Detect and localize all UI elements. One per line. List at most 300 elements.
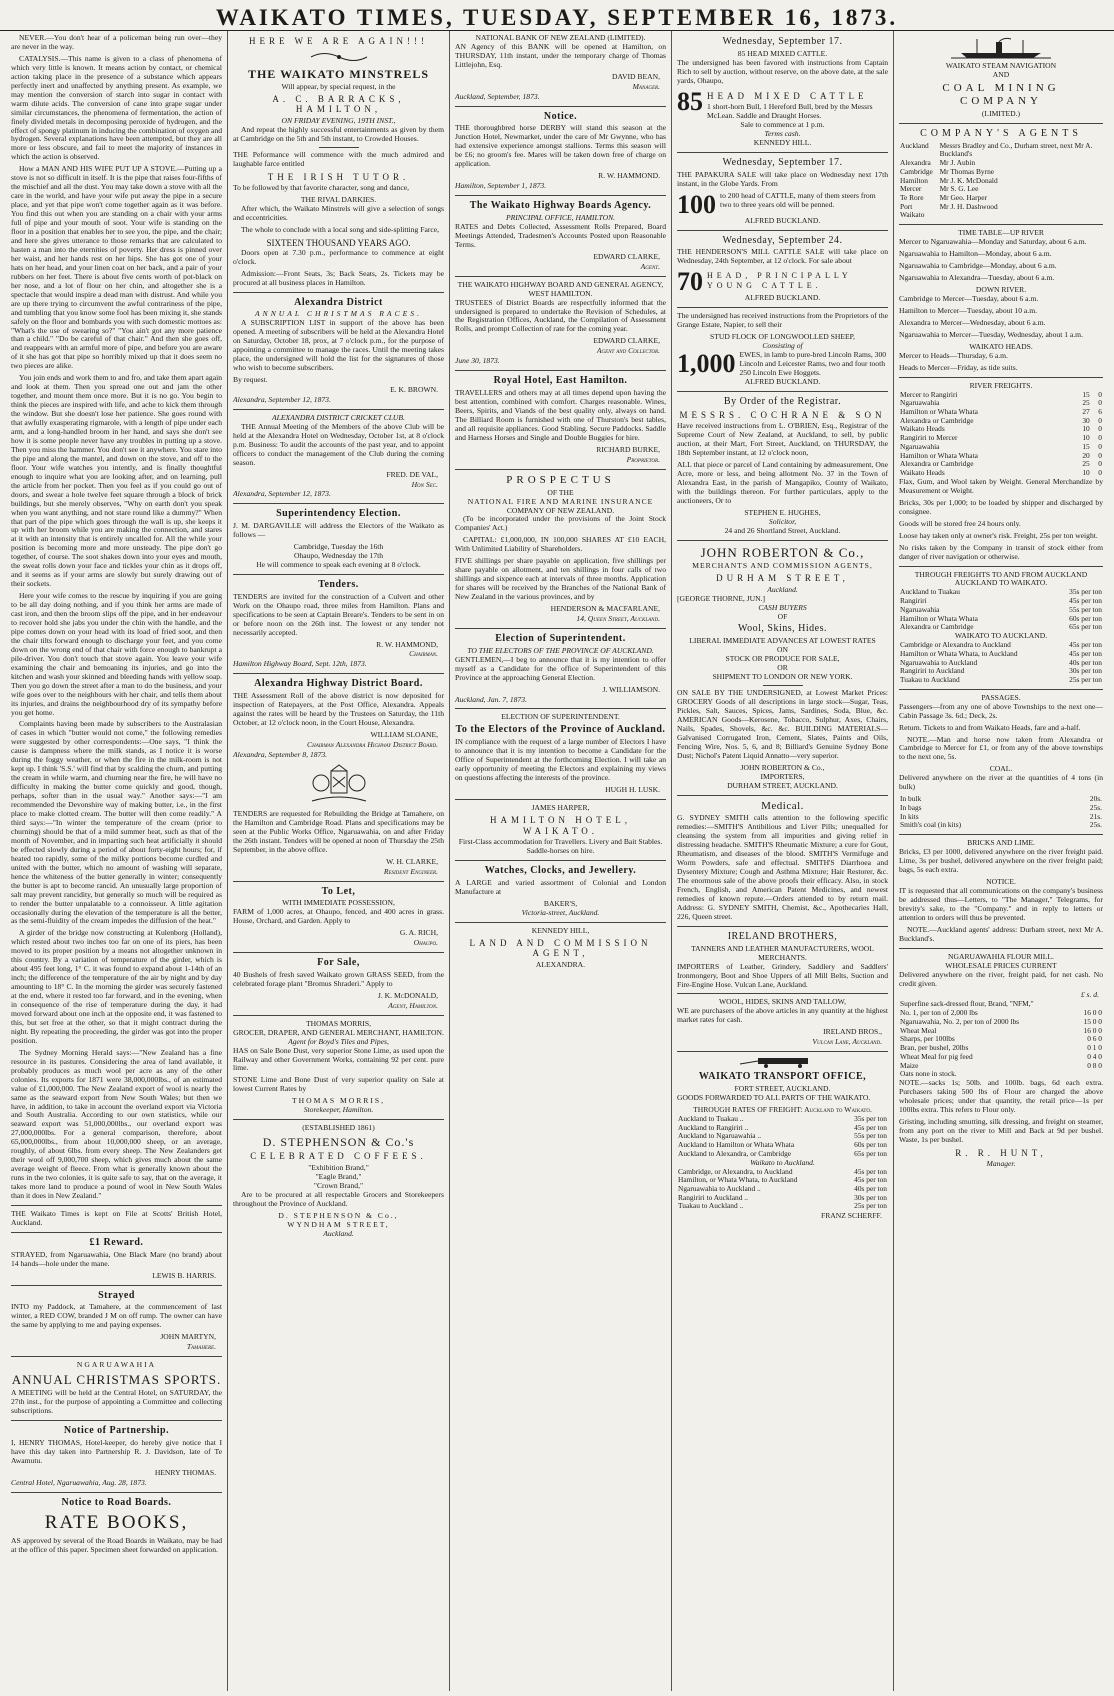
ewes-body: The undersigned has received instructions from the Proprietors of the Grange Estate, Napier, to sell their	[677, 311, 888, 330]
election-superintendent-body: GENTLEMEN,—I beg to announce that it is my intention to offer myself as a Candidate for the office of Superintendent of this Province at the approaching General Election.	[455, 654, 666, 682]
harper-body: First-Class accommodation for Travellers. Livery and Bait Stables. Saddle-horses on hire.	[458, 837, 663, 856]
transport-row-cell: 45s per ton	[854, 1175, 887, 1185]
bank-title: NATIONAL BANK OF NEW ZEALAND (LIMITED).	[475, 33, 646, 42]
through-row-cell: 45s per ton	[1069, 640, 1102, 650]
mill-delivery: Delivered anywhere on the river, freight paid, for net cash. No credit given.	[899, 969, 1103, 988]
ewes-signature: ALFRED BUCKLAND.	[744, 376, 821, 386]
minstrels-perf: THE Peformance will commence with the much admired and laughable farce entitled	[233, 149, 444, 168]
w17-lot-detail: 1 short-horn Bull, 1 Hereford Bull, bred by the Messrs McLean. Saddle and Draught Horses.	[707, 102, 873, 121]
royal-hotel-body: TRAVELLERS and others may at all times depend upon having the best attention, combined with comfort. Charges reasonable. Wines, Beers, Spirits, and Viands of the best quality only, always on hand. The Billiard Room is furnished with one of Thurston's best tables, and all requisite appliances. Good Stabling. Secure Paddocks. Saddle and Harness Horses and Single and Double Buggies for hire.	[455, 388, 666, 442]
morris-role: Storekeeper, Hamilton.	[303, 1105, 374, 1115]
coal-row-cell: 21s.	[1089, 811, 1102, 821]
races-body: A SUBSCRIPTION LIST in support of the above has been opened. A meeting of subscribers will be held at the Alexandra Hotel on Saturday, October 18, prox, at 7 o'clock p.m., for the purpose of appointing a committee to manage the races. Until the meeting takes place, the undersigned will hold the list for the signatures of those who wish to become subscribers.	[233, 318, 444, 373]
w17-time: Sale to commence at 1 p.m.	[740, 120, 825, 130]
through-row-cell: Rangiriri to Auckland	[900, 666, 965, 676]
mill-role: Manager.	[986, 1159, 1016, 1169]
morris-body-1: HAS on Sale Bone Dust, very superior Stone Lime, as used upon the Railway and other Government Works, containing 92 per cent. pure lime.	[233, 1045, 444, 1073]
notice-address-col5: NOTE.—Auckland agents' address: Durham street, next Mr A. Buckland's.	[899, 924, 1103, 943]
transport-rates: THROUGH RATES OF FREIGHT: Auckland to Waikato.	[693, 1104, 872, 1114]
registrar-signature: STEPHEN E. HUGHES,	[744, 507, 821, 517]
minstrels-after: After which, the Waikato Minstrels will give a selection of songs and eccentricities.	[233, 204, 444, 223]
mill-row	[899, 1053, 1103, 1062]
agency-subtitle: PRINCIPAL OFFICE, HAMILTON.	[505, 212, 616, 222]
minstrels-title: THE WAIKATO MINSTRELS	[247, 66, 430, 81]
agent-row	[899, 203, 1103, 220]
roberton-cash-buyers: CASH BUYERS	[758, 602, 807, 612]
mill-row-cell: 0 1 0	[1087, 1043, 1102, 1053]
agent-row	[899, 185, 1103, 194]
timetable-entry: Alexandra to Mercer—Wednesday, about 6 a.m.	[899, 317, 1046, 327]
harper-name: JAMES HARPER,	[531, 802, 590, 812]
royal-hotel-title: Royal Hotel, East Hamilton.	[493, 375, 628, 387]
mill-currency-head: £ s. d.	[1080, 990, 1099, 1000]
freight-row-cell: Ngaruawahia	[900, 398, 940, 408]
timetable-entry: Heads to Mercer—Friday, as tide suits.	[899, 362, 1018, 372]
coal-row	[899, 795, 1103, 804]
mill-row-cell: Maize	[900, 1060, 919, 1070]
through-row-cell: Hamilton or Whata Whata	[900, 613, 978, 623]
roberton-partners: [GEORGE THORNE, JUN.]	[677, 593, 766, 603]
divider	[899, 689, 1103, 690]
divider	[11, 1492, 222, 1493]
through-title: THROUGH FREIGHTS TO AND FROM AUCKLAND	[914, 569, 1088, 579]
general-agency-place: WEST HAMILTON.	[528, 288, 593, 298]
bridge-body: TENDERS are requested for Rebuilding the Bridge at Tamahere, on the Hamilton and Cambridge Road. Plans and specifications may be seen at the Public Works Office, Ngaruawahia, on and after Friday the 26th instant. Tenders will be opened at noon of Thursday the 25th September, in the above office.	[233, 808, 444, 854]
general-agency-signature: EDWARD CLARKE,	[593, 336, 660, 346]
article-paragraph: NEVER.—You don't hear of a policeman being run over—they are never in the way.	[11, 33, 222, 51]
transport-row-cell: Auckland to Hamilton or Whata Whata	[678, 1140, 795, 1150]
divider	[455, 370, 666, 371]
bank-role: Manager.	[632, 81, 660, 91]
alexandra-board-date: Alexandra, September 8, 1873.	[233, 749, 328, 759]
sports-place: NGARUAWAHIA	[76, 1360, 157, 1370]
alexandra-board-role: Chairman Alexandra Highway District Board.	[307, 739, 438, 749]
agent-town: Auckland	[900, 140, 929, 150]
sports-body: A MEETING will be held at the Central Hotel, on SATURDAY, the 27th inst., for the purpose of appointing a Committee and collecting subscriptions.	[11, 1388, 222, 1416]
passages-body: Passengers—from any one of above Townships to the next one—Cabin Passage 3s. 6d.; Deck, 2s.	[899, 701, 1103, 720]
cricket-body: THE Annual Meeting of the Members of the above Club will be held at the Alexandra Hotel on Wednesday, October 1st, at 8 o'clock p.m. Business: To audit the accounts of the past year, and to appoint officers to conduct the management of the Club during the coming season.	[233, 421, 444, 467]
passages-title: PASSAGES.	[981, 692, 1021, 702]
transport-row-cell: Auckland to Alexandra, or Cambridge	[678, 1148, 792, 1158]
partnership-place: Central Hotel, Ngaruawahia, Aug. 28, 1873.	[11, 1477, 147, 1487]
races-date: Alexandra, September 12, 1873.	[233, 394, 331, 404]
partnership-signature: HENRY THOMAS.	[154, 1467, 216, 1477]
agent-name: Mr Geo. Harper	[939, 193, 987, 202]
hill-name: KENNEDY HILL,	[531, 925, 590, 935]
roberton-street: DURHAM STREET,	[716, 573, 849, 584]
minstrels-admission: Admission:—Front Seats, 3s; Back Seats, 2s. Tickets may be procured at all business places in Hamilton.	[233, 268, 444, 287]
timetable-entry: Mercer to Heads—Thursday, 6 a.m.	[899, 350, 1008, 360]
transport-row-cell: 60s per ton	[854, 1140, 887, 1150]
races-title: ANNUAL CHRISTMAS RACES.	[255, 309, 422, 319]
coal-title: COAL.	[989, 764, 1013, 774]
divider	[11, 1232, 222, 1233]
divider	[233, 673, 444, 674]
divider	[455, 106, 666, 107]
freight-row-cell: 0	[1098, 468, 1102, 478]
registrar-address: 24 and 26 Shortland Street, Auckland.	[724, 525, 841, 535]
through-row-cell: Rangiriri	[900, 596, 927, 606]
divider	[455, 799, 666, 800]
article-paragraphs	[11, 34, 222, 1201]
notice-body: THE thoroughbred horse DERBY will stand this season at the Junction Hotel, Newmarket, under the care of Mr Gwynne, who has had extensive experience amongst stallions. Terms this season will be £6; no groom's fee. Mares will be taken down free of charge on application.	[455, 123, 666, 169]
roadboards-notice: Notice to Road Boards.	[61, 1496, 172, 1508]
divider	[677, 307, 888, 308]
lusk-body: IN compliance with the request of a large number of Electors I have to announce that it is my intention to become a Candidate for the Office of Superintendent at the forthcoming Election. I will take an early opportunity of meeting the Electors and explaining my views on questions affecting the interests of the province.	[455, 737, 666, 783]
steam-and: AND	[992, 69, 1010, 79]
divider	[677, 391, 888, 392]
coal-row-cell: Smith's coal (in kits)	[900, 820, 962, 830]
registrar-body: Have received instructions from L. O'BRIEN, Esq., Registrar of the Supreme Court of New Zealand, at Auckland, to sell, by public auction, at their Mart, Fort Street, Auckland, on THURSDAY, the 18th September instant, at 12 o'clock noon,	[677, 421, 888, 458]
column-4	[672, 31, 894, 1691]
divider	[455, 195, 666, 196]
divider	[899, 834, 1103, 835]
notice-signature: R. W. HAMMOND.	[598, 171, 660, 181]
mill-subtitle: WHOLESALE PRICES CURRENT	[945, 960, 1057, 970]
reward-body: STRAYED, from Ngaruawahia, One Black Mare (no brand) about 14 hands—hole under the mane.	[11, 1249, 222, 1268]
ewes-flock: STUD FLOCK OF LONGWOOLLED SHEEP,	[710, 332, 855, 342]
royal-hotel-signature: RICHARD BURKE,	[596, 444, 660, 454]
ewes-consist: Consisting of	[762, 341, 803, 351]
transport-row-cell: Rangiriri to Auckland ..	[678, 1192, 748, 1202]
coal-intro: Delivered anywhere on the river at the quantities of 4 tons (in bulk)	[899, 773, 1103, 792]
agent-row	[899, 142, 1103, 159]
freight-row-cell: 0	[1098, 424, 1102, 434]
through-subtitle: AUCKLAND TO WAIKATO.	[954, 578, 1048, 588]
cricket-signature: FRED. DE VAL,	[386, 469, 438, 479]
coat-of-arms-icon	[304, 763, 374, 807]
timetable-title: TIME TABLE—UP RIVER	[958, 228, 1044, 238]
divider	[233, 1119, 444, 1120]
coal-row-cell: In bags	[900, 802, 922, 812]
column-2	[228, 31, 450, 1691]
bridge-role: Resident Engineer.	[383, 866, 438, 876]
freight-row-cell: 25	[1082, 398, 1090, 408]
mill-row-cell: Oats none in stock.	[900, 1069, 957, 1079]
roberton-advances: LIBERAL IMMEDIATE ADVANCES AT LOWEST RATES	[689, 636, 876, 646]
coffees-signature: D. STEPHENSON & Co.,	[278, 1210, 399, 1220]
newspaper-title: WAIKATO TIMES, TUESDAY, SEPTEMBER 16, 1873.	[215, 5, 899, 30]
w17b-lot: to 200 head of CATTLE, many of them steers from two to three years old will be penned.	[720, 191, 876, 209]
freight-row-cell: 0	[1098, 415, 1102, 425]
mill-price-table	[899, 1000, 1103, 1079]
bank-body: AN Agency of this BANK will be opened at Hamilton, on THURSDAY, 11th instant, under the temporary charge of Thomas Littlejohn, Esq.	[455, 41, 666, 69]
steam-limited: (LIMITED.)	[981, 108, 1021, 118]
divider	[233, 292, 444, 293]
minstrels-conclude: The whole to conclude with a local song and side-splitting Farce,	[241, 225, 440, 235]
w17b-signature: ALFRED BUCKLAND.	[744, 215, 821, 225]
lusk-title: To the Electors of the Province of Auckland.	[455, 724, 666, 736]
election-body: J. M. DARGAVILLE will address the Electors of the Waikato as follows —	[233, 521, 444, 540]
roberton-address: DURHAM STREET, AUCKLAND.	[727, 780, 838, 790]
steam-title: WAIKATO STEAM NAVIGATION	[945, 61, 1057, 70]
divider	[899, 224, 1103, 225]
coffee-brand: "Eagle Brand,"	[315, 1171, 362, 1181]
cricket-title: ALEXANDRA DISTRICT CRICKET CLUB.	[272, 412, 405, 422]
sale-signature: J. K. McDONALD,	[377, 990, 438, 1000]
freight-row-cell: 30	[1082, 415, 1090, 425]
freight-note: Flax, Gum, and Wool taken by Weight. General Merchandize by Measurement or Weight.	[899, 476, 1103, 495]
wagon-icon	[738, 1056, 828, 1068]
through-row-cell: 60s per ton	[1069, 613, 1102, 623]
mill-row-cell: 0 4 0	[1087, 1051, 1102, 1061]
freight-row-cell: Waikato Heads	[900, 468, 945, 478]
freight-row-cell: 0	[1098, 450, 1102, 460]
mill-title: NGARUAWAHIA FLOUR MILL.	[948, 951, 1054, 961]
transport-rates-table	[677, 1115, 888, 1159]
registrar-body-2: ALL that piece or parcel of Land containing by admeasurement, One Acre, more or less, and being allotment No. 37 in the Town of Alexandra East, in the parish of Mangapiko, County of Waikato, with the buildings thereon. For further particulars, apply to the auctioneers, Or to	[677, 460, 888, 505]
transport-back: Waikato to Auckland.	[750, 1157, 815, 1167]
freight-note-5: No risks taken by the Company in transit of stock either from danger of river navigation or otherwise.	[899, 542, 1103, 561]
freight-row-cell: 15	[1082, 389, 1090, 399]
strayed-title: Strayed	[98, 1289, 135, 1301]
ireland-body: IMPORTERS of Leather, Grindery, Saddlery and Saddlers' Ironmongery, Boot and Shoe Uppers of all Mill Belts, Suction and Fire-Engine Hose. Vulcan Lane, Auckland.	[677, 961, 888, 989]
roberton-stock: STOCK OR PRODUCE FOR SALE,	[725, 654, 840, 664]
races-place: Alexandra District	[294, 296, 383, 308]
through-freight-table-2	[899, 641, 1103, 685]
agent-row	[899, 168, 1103, 177]
roberton-city: Auckland.	[767, 584, 798, 594]
divider	[11, 1420, 222, 1421]
transport-title: WAIKATO TRANSPORT OFFICE,	[698, 1071, 867, 1083]
strayed-signature: JOHN MARTYN,	[160, 1332, 216, 1342]
transport-row-cell: 25s per ton	[854, 1201, 887, 1211]
hill-place: ALEXANDRA.	[535, 959, 586, 969]
agent-town: Hamilton	[900, 175, 928, 185]
heads-title: WAIKATO HEADS.	[969, 341, 1033, 351]
prospectus-incorporation: (To be incorporated under the provisions of the Joint Stock Companies' Act.)	[455, 514, 666, 533]
through-row-cell: Alexandra or Cambridge	[900, 622, 974, 632]
agent-town: Te Rore	[900, 193, 924, 202]
agency-signature: EDWARD CLARKE,	[593, 251, 660, 261]
article-paragraph: How a MAN AND HIS WIFE PUT UP A STOVE.—Putting up a stove is not so difficult in itself. It is the pipe that raises four-fifths of the mischief and all the dust. You may take down a stove with all the care in the world, and have your wife put away the pipe in a secure place, and yet that pipe won't come together again as it was before. You find this out when you are standing on a chair with your arms full of pipe and your mouth of soot. Your wife is standing on the floor in a position that enables her to see you, the pipe, and the chair; and here she gives utterance to those remarks that are calculated to hasten a man into the eternities of poverty. Her dress is pinned over her waist, and her hands rest on her hips. She has got one of your hats on her head, and your linen coat on her back, and a pair of your rubbers on her feet. There is about five cents worth of pot-black on her nose, and a lot of flour on her chin, and altogether she is a spectacle that would inspire a dead man with distrust. And while you are up there trying to circumvent the awful contrariness of the pipe, and tumbling that you know some fool has been mixing it, she stands safely on the floor and bombards you with such domestic mottoes as: "What's the use of swearing so?" "You ain't got any more patience than a child." "Do be careful of that chair." And then she goes off, and reappears with an armful more of pipe, and before you are aware of it she has got that pipe so horribly mixed up that it does seem no two pieces are alike.	[11, 164, 222, 371]
divider	[455, 922, 666, 923]
freight-row-cell: Alexandra or Cambridge	[900, 459, 974, 469]
transport-row-cell: 30s per ton	[854, 1192, 887, 1202]
w24-lot: HEAD, PRINCIPALLY YOUNG CATTLE.	[707, 271, 852, 290]
divider	[455, 860, 666, 861]
transport-address: FORT STREET, AUCKLAND.	[734, 1084, 831, 1094]
coal-row-cell: 25s.	[1089, 802, 1102, 812]
wool-address: Vulcan Lane, Auckland.	[812, 1037, 882, 1047]
sports-title: ANNUAL CHRISTMAS SPORTS.	[11, 1372, 222, 1388]
coal-row-cell: In bulk	[900, 794, 922, 804]
transport-row-cell: Hamilton, or Whata Whata, to Auckland	[678, 1175, 798, 1185]
freight-row-cell: Mercer to Rangiriri	[900, 389, 958, 399]
alexandra-board-signature: WILLIAM SLOANE,	[370, 730, 438, 739]
tenders-signature: R. W. HAMMOND,	[376, 639, 438, 649]
notice-date: Hamilton, September 1, 1873.	[455, 181, 547, 191]
transport-body: GOODS FORWARDED TO ALL PARTS OF THE WAIKATO.	[677, 1093, 871, 1102]
w17b-number: 100	[677, 191, 716, 217]
article-paragraph: Complaints having been made by subscribers to the Australasian of cases in which "butter would not come," the following remedies were suggested by other correspondents:—One says, "I think the cause is dampness where the milk stands, as I notice it is worse during the foggy weather, or when the fire in the milk-room is not kept up. I think 'S.S.' will find that by scalding the churn, and putting the cream in while warm, and churning near the fire, he will have no difficulty in making the butter come quickly and good, though, perhaps, softer than in the usual way." Another says:—"I am recommended the Devonshire way of making butter, i.e., in the first place to make clotted cream. The butter will then come readily." A third says:—"In winter the temperature of the cream (prior to churning) should be that of a mild summer heat, such as that of the month of November, and in imparting such heat artificially it should be effected slowly during a period of about forty-eight hours; for, if heated too rapidly, some of the milky portions become curdled and united with the butter, which no amount of washing will separate, hence the whiteness of the butter generally in winter; consequently the butter is apt to become rancid. An unusually large proportion of salt may prevent rancidity, but generally so much will be required as to render the butter unpalatable to a connoisseur. A little agitation occasionally during the elevation of the temperature is all the better, as the semi-fluidity of the cream impedes the diffusion of the heat."	[11, 719, 222, 926]
divider	[455, 469, 666, 470]
through-row-cell: 65s per ton	[1069, 622, 1102, 632]
through-row-cell: 45s per ton	[1069, 648, 1102, 658]
mill-row-cell: Sharps, per 100lbs	[900, 1034, 955, 1044]
transport-row-cell: Auckland to Rangiriri ..	[678, 1122, 749, 1132]
divider	[11, 1205, 222, 1206]
coffees-city: Auckland.	[323, 1228, 354, 1238]
transport-row-cell: 35s per ton	[854, 1113, 887, 1123]
strayed-body: INTO my Paddock, at Tamahere, at the commencement of last winter, a RED COW, branded J M on off rump. The owner can have the same by applying to me and paying expenses.	[11, 1302, 222, 1330]
agents-table	[899, 142, 1103, 221]
roberton-on: ON	[777, 645, 788, 655]
transport-row-cell: Cambridge, or Alexandra, to Auckland	[678, 1166, 793, 1176]
hill-title: LAND AND COMMISSION AGENT,	[469, 937, 652, 959]
morris-body-2: STONE Lime and Bone Dust of very superior quality on Sale at lowest Current Rates by	[233, 1075, 444, 1094]
prospectus-of: OF THE	[547, 487, 574, 497]
minstrels-top: HERE WE ARE AGAIN!!!	[248, 36, 429, 46]
divider	[233, 952, 444, 953]
w17b-heading: Wednesday, September 17.	[722, 156, 843, 168]
w24-number: 70	[677, 269, 703, 295]
through-row-cell: 55s per ton	[1069, 604, 1102, 614]
transport-row-cell: 55s per ton	[854, 1131, 887, 1141]
watch-title: Watches, Clocks, and Jewellery.	[484, 865, 637, 877]
divider	[899, 948, 1103, 949]
timetable-entry: Ngaruawahia to Hamilton—Monday, about 6 a.m.	[899, 249, 1052, 259]
prospectus-body: FIVE shillings per share payable on application, five shillings per share payable on allotment, and ten shillings in four calls of two shillings and sixpence each at intervals of three months. Application for shares will be received by the Branches of the National Bank of New Zealand in the various provinces, and by	[455, 556, 666, 602]
mill-row-cell: 16 0 0	[1083, 1008, 1102, 1018]
through-row-cell: 35s per ton	[1069, 587, 1102, 597]
morris-agent: Agent for Boyd's Tiles and Pipes,	[288, 1036, 389, 1046]
timetable-entry: Hamilton to Mercer—Tuesday, about 10 a.m.	[899, 305, 1037, 315]
election-line-2: Ohaupo, Wednesday the 17th	[293, 551, 384, 561]
transport-row-cell: 45s per ton	[854, 1166, 887, 1176]
minstrels-follow: To be followed by that favorite character, song and dance,	[233, 183, 410, 193]
mill-row-cell: 0 6 0	[1087, 1034, 1102, 1044]
tenders-role: Chairman.	[409, 649, 438, 659]
coffees-street: WYNDHAM STREET,	[287, 1219, 390, 1229]
ireland-trade: TANNERS AND LEATHER MANUFACTURERS, WOOL MERCHANTS.	[691, 943, 874, 962]
masthead	[0, 0, 1114, 31]
freight-row-cell: Waikato Heads	[900, 424, 945, 434]
coffees-subtitle: CELEBRATED COFFEES.	[250, 1151, 427, 1162]
file-notice: THE Waikato Times is kept on File at Scotts' British Hotel, Auckland.	[11, 1209, 222, 1227]
divider	[677, 540, 888, 541]
freight-row-cell: 27	[1082, 407, 1090, 417]
election-line-3: He will commence to speak each evening at 8 o'clock.	[256, 560, 421, 570]
divider	[11, 1356, 222, 1357]
tolet-signature: G. A. RICH,	[399, 928, 438, 938]
tolet-title: To Let,	[321, 885, 356, 897]
divider	[455, 708, 666, 709]
alexandra-board-title: Alexandra Highway District Board.	[254, 678, 423, 690]
transport-row-cell: Tuakau to Auckland ..	[678, 1201, 744, 1211]
freight-row-cell: 20	[1082, 450, 1090, 460]
partnership-body: I, HENRY THOMAS, Hotel-keeper, do hereby give notice that I have this day taken into Partnership R. J. Davidson, late of Te Awamutu.	[11, 1438, 222, 1465]
minstrels-farce2: SIXTEEN THOUSAND YEARS AGO.	[266, 238, 411, 249]
rate-books-title: RATE BOOKS,	[44, 1511, 189, 1533]
mill-row-cell: Wheat Meal for pig feed	[900, 1051, 973, 1061]
prospectus-capital: CAPITAL: £1,000,000, IN 100,000 SHARES AT £10 EACH, With Unlimited Liability of Shareholders.	[455, 535, 666, 554]
general-agency-title: THE WAIKATO HIGHWAY BOARD AND GENERAL AGENCY,	[457, 279, 664, 289]
minstrels-venue: A. C. BARRACKS, HAMILTON,	[272, 93, 405, 115]
lusk-head: ELECTION OF SUPERINTENDENT.	[501, 712, 620, 722]
divider	[899, 123, 1103, 124]
freight-note-3: Goods will be stored free 24 hours only.	[899, 518, 1021, 528]
column-5	[894, 31, 1108, 1691]
freight-note-4: Loose hay taken only at owner's risk. Freight, 25s per ton weight.	[899, 530, 1098, 540]
transport-row-cell: 65s per ton	[854, 1148, 887, 1158]
bricks-title: BRICKS AND LIME.	[967, 838, 1035, 848]
roberton-name: JOHN ROBERTON & Co.,	[700, 544, 865, 560]
tolet-place: Ohaupo.	[413, 938, 438, 948]
freight-row-cell: Alexandra or Cambridge	[900, 415, 974, 425]
divider	[677, 230, 888, 231]
coffee-brand-list	[233, 1164, 444, 1191]
article-paragraph: You join ends and work them to and fro, and take them apart again and look at them. Then you spread one out and jam the other together, and mount them once more. But it is no go. You begin to think the pieces are inspired with life, and ache to kick them through the window. But she doesn't lose her patience. She goes round with that awfully exasperating rigmarole, with a length of pipe under each arm, and a long-handled broom in her hand, and says she don't see how it is some people never have any troubles in putting up a stove. Then you miss the hammer. You don't see it anywhere. You stare into the pipe and along the mantel, and down on the stove, and off to the floor. Your wife watches you intently, and is finally thoughtful enough to inquire what you are looking after, and on learning, pull the article from her pocket. Then you feel as if you could go out of doors, and swear a hole twelve feet square through a block of brick buildings, but she merely observes, "Why on earth don't you speak when you want anything, and not stare round like a dummy?" When that part of the pipe which goes through the wall is up, she keeps it up with her broom while you are making the connection, and stares at it with an intensity that is entirely uncalled for. All the while your position is becoming more and more unsteady. The pipe don't go together, of course. The soot shakes down into your eyes and mouth, the sweat rolls down your face and tickles your chin as it drops off, and it seems as if your arms are slowly but surely drawing out of their sockets.	[11, 373, 222, 589]
w17-signature: KENNEDY HILL.	[753, 138, 812, 148]
bricks-body: Bricks, £3 per 1000, delivered anywhere on the river freight paid. Lime, 3s per bushel, delivered anywhere on the river freight paid; bags, 5s each extra.	[899, 847, 1103, 875]
sale-role: Agent, Hamilton.	[388, 1000, 438, 1010]
w17-subheading: 85 HEAD MIXED CATTLE.	[737, 48, 828, 58]
divider	[899, 377, 1103, 378]
agent-town: Cambridge	[900, 166, 933, 176]
through-row-cell: 25s per ton	[1069, 674, 1102, 684]
transport-row-cell: Auckland to Tuakau ..	[678, 1113, 744, 1123]
morris-signature: THOMAS MORRIS,	[292, 1096, 385, 1106]
coal-row-cell: 20s.	[1089, 794, 1102, 804]
morris-title: THOMAS MORRIS,	[306, 1018, 371, 1028]
coal-row-cell: In kits	[900, 811, 919, 821]
agent-row	[899, 177, 1103, 186]
w24-heading: Wednesday, September 24.	[722, 234, 843, 246]
transport-signature: FRANZ SCHERFF.	[820, 1211, 882, 1221]
agent-name: Messrs Bradley and Co., Durham street, next Mr A. Buckland's	[939, 140, 1093, 159]
coal-price-table	[899, 795, 1103, 830]
transport-rates-table-2	[677, 1168, 888, 1212]
notice-title-col5: NOTICE.	[986, 877, 1016, 886]
freight-row-cell: 0	[1098, 441, 1102, 451]
through-subtitle-2: WAIKATO TO AUCKLAND.	[954, 631, 1048, 641]
divider	[455, 276, 666, 277]
timetable-down-title: DOWN RIVER.	[975, 284, 1027, 294]
through-row-cell: Hamilton or Whata Whata, to Auckland	[900, 648, 1018, 658]
w17-number: 85	[677, 88, 703, 116]
morris-trade: GROCER, DRAPER, AND GENERAL MERCHANT, HAMILTON.	[233, 1027, 444, 1037]
minstrels-date: ON FRIDAY EVENING, 19TH INST.,	[281, 115, 396, 125]
article-paragraph: A girder of the bridge now constructing at Kulenborg (Holland), which rested about two inches too far on one of its piers, has been moved to its proper position by a means not altogether unknown in this country. By a variation of temperature of the girder, which is about 495 feet long, 1° C. it was found to expand about 1-14th of an inch; the difference of the temperature of the air by night and by day amounting to 18° C. In the morning the girder was securely fastened at the end, where it rested too far forward, and in the evening, when in consequence of the rise of temperature during the day, it had moved forward about one inch at the opposite end, it was fastened to this, but set free at the other, so that it might contract during the night. By repeating the proceeding, the girder was got into the proper position.	[11, 928, 222, 1045]
mill-row-cell: 0 8 0	[1087, 1060, 1102, 1070]
timetable-up	[899, 238, 1103, 283]
agency-body: RATES and Debts Collected, Assessment Rolls Prepared, Board Meetings Attended, Tradesmen's Accounts Posted upon Reasonable Terms.	[455, 221, 666, 249]
steamship-icon	[951, 37, 1051, 59]
freight-row-cell: 0	[1098, 433, 1102, 443]
general-agency-body: TRUSTEES of District Boards are respectfully informed that the undersigned is prepared to undertake the Revision of Schedules, at the Registration Offices, Auckland, the Compilation of Assessment Rolls, and prompt Collection of rate for the coming year.	[455, 297, 666, 334]
agent-name: Mr J. Aubin	[939, 158, 976, 168]
columns	[0, 31, 1114, 1691]
wool-title: WOOL, HIDES, SKINS AND TALLOW,	[718, 997, 846, 1007]
divider	[233, 1015, 444, 1016]
river-freight-table	[899, 391, 1103, 478]
alexandra-board-body: THE Assessment Roll of the above district is now deposited for inspection of Ratepayers, at the Post Office, Alexandra. Appeals against the rates will be heard by the Trustees on Saturday, the 11th October, at 12 o'clock noon, in the Court House, Alexandra.	[233, 691, 444, 728]
mill-row-cell: No. 1, per ton of 2,000 lbs	[900, 1008, 978, 1018]
agent-name: Mr S. G. Lee	[939, 184, 979, 194]
steam-coal: COAL MINING COMPANY	[942, 81, 1060, 107]
coffees-title: D. STEPHENSON & Co.'s	[262, 1135, 415, 1150]
prospectus-title: PROSPECTUS	[506, 473, 615, 486]
divider	[677, 926, 888, 927]
election-superintendent-title: Election of Superintendent.	[495, 632, 626, 644]
strayed-place: Tamahere.	[186, 1342, 216, 1352]
rate-books-body: AS approved by several of the Road Boards in Waikato, may be had at the office of this paper. Specimen sheet forwarded on application.	[11, 1536, 222, 1554]
transport-row-cell: Ngaruawahia to Auckland ..	[678, 1184, 761, 1193]
registrar-firm: MESSRS. COCHRANE & SON	[679, 409, 886, 420]
mill-gristing: Gristing, including smutting, silk dressing, and freight on steamer, from any port on the river to Mill and Back at 9d per bushel. Waste, 1s per bushel.	[899, 1116, 1103, 1144]
passages-return: Return. Tickets to and from Waikato Heads, fare and a-half.	[899, 722, 1081, 732]
